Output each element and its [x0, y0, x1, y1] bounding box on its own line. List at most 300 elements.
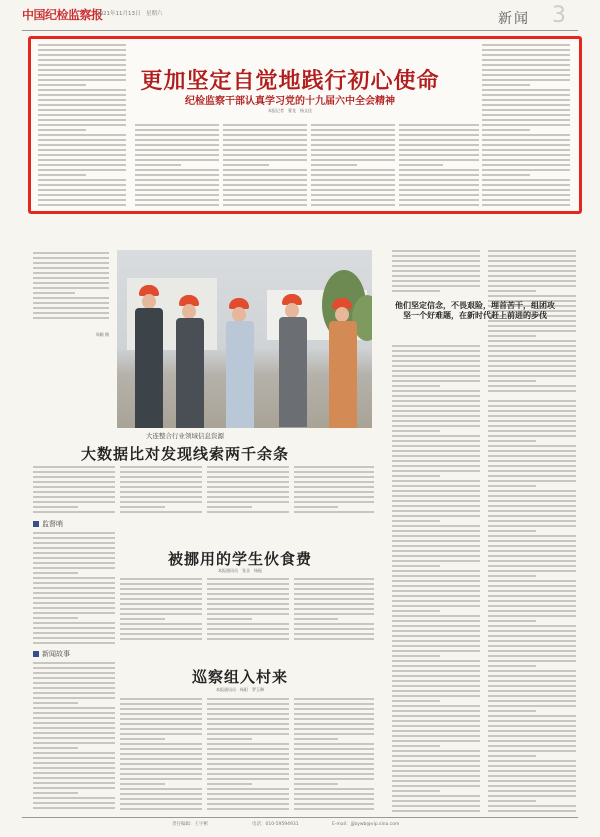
text-line: [392, 420, 480, 422]
text-line: [33, 312, 109, 314]
text-line: [294, 773, 374, 775]
text-line: [488, 365, 576, 367]
text-line: [399, 124, 479, 126]
text-line: [488, 335, 536, 337]
text-line: [38, 79, 126, 81]
text-line: [33, 542, 115, 544]
text-line: [392, 265, 480, 267]
text-line: [392, 615, 480, 617]
text-line: [223, 154, 307, 156]
text-line: [392, 645, 480, 647]
big-data-column-3: [207, 466, 289, 516]
text-line: [207, 633, 289, 635]
text-line: [392, 445, 480, 447]
text-line: [207, 511, 289, 513]
text-line: [207, 598, 289, 600]
text-line: [488, 610, 576, 612]
text-line: [33, 272, 109, 274]
text-line: [33, 617, 78, 619]
text-line: [33, 772, 115, 774]
text-line: [38, 169, 126, 171]
text-line: [33, 572, 78, 574]
text-line: [120, 713, 202, 715]
text-line: [38, 199, 126, 201]
text-line: [33, 607, 115, 609]
text-line: [392, 275, 480, 277]
section-tag-supervision: 监督哨: [33, 519, 63, 529]
text-line: [488, 270, 576, 272]
text-line: [33, 672, 115, 674]
text-line: [392, 460, 480, 462]
text-line: [488, 715, 576, 717]
text-line: [223, 189, 307, 191]
text-line: [488, 595, 576, 597]
text-line: [33, 692, 115, 694]
text-line: [294, 511, 374, 513]
text-line: [488, 530, 536, 532]
text-line: [488, 465, 576, 467]
text-line: [207, 628, 289, 630]
text-line: [488, 370, 576, 372]
text-line: [294, 466, 374, 468]
text-line: [399, 154, 479, 156]
text-line: [33, 632, 115, 634]
text-line: [311, 169, 395, 171]
text-line: [135, 124, 219, 126]
text-line: [207, 728, 289, 730]
text-line: [392, 695, 480, 697]
text-line: [33, 667, 115, 669]
text-line: [482, 139, 570, 141]
text-line: [488, 435, 576, 437]
text-line: [488, 455, 576, 457]
text-line: [207, 593, 289, 595]
text-line: [207, 773, 289, 775]
text-line: [38, 64, 126, 66]
text-line: [135, 154, 219, 156]
text-line: [120, 628, 202, 630]
text-line: [482, 69, 570, 71]
text-line: [392, 390, 480, 392]
text-line: [488, 725, 576, 727]
text-line: [488, 580, 576, 582]
text-line: [482, 64, 570, 66]
text-line: [392, 520, 440, 522]
text-line: [311, 179, 395, 181]
text-line: [392, 565, 440, 567]
text-line: [207, 466, 289, 468]
text-line: [392, 735, 480, 737]
text-line: [488, 735, 576, 737]
text-line: [223, 179, 307, 181]
text-line: [38, 84, 86, 86]
text-line: [311, 204, 395, 206]
text-line: [120, 511, 202, 513]
footer-email[interactable]: E-mail：jjjbywb@vip.sina.com: [332, 822, 400, 827]
text-line: [38, 164, 126, 166]
text-line: [294, 476, 374, 478]
text-line: [207, 501, 289, 503]
text-line: [120, 618, 165, 620]
text-line: [392, 455, 480, 457]
text-line: [482, 104, 570, 106]
text-line: [33, 787, 115, 789]
text-line: [207, 613, 289, 615]
text-line: [488, 260, 576, 262]
text-line: [392, 805, 480, 807]
text-line: [488, 615, 576, 617]
text-line: [33, 582, 115, 584]
text-line: [294, 496, 374, 498]
text-line: [207, 788, 289, 790]
text-line: [294, 708, 374, 710]
text-line: [392, 505, 480, 507]
text-line: [488, 380, 536, 382]
text-line: [120, 588, 202, 590]
text-line: [223, 204, 307, 206]
text-line: [33, 481, 115, 483]
text-line: [488, 755, 536, 757]
text-line: [120, 753, 202, 755]
text-line: [392, 360, 480, 362]
text-line: [488, 415, 576, 417]
text-line: [33, 506, 78, 508]
text-line: [33, 602, 115, 604]
text-line: [207, 753, 289, 755]
text-line: [207, 608, 289, 610]
text-line: [488, 700, 576, 702]
text-line: [33, 767, 115, 769]
text-line: [488, 445, 576, 447]
text-line: [392, 585, 480, 587]
text-line: [399, 139, 479, 141]
text-line: [488, 810, 576, 812]
text-line: [482, 164, 570, 166]
text-line: [488, 265, 576, 267]
text-line: [207, 713, 289, 715]
village-column-4: [294, 698, 374, 813]
text-line: [294, 793, 374, 795]
text-line: [482, 154, 570, 156]
text-line: [207, 623, 289, 625]
text-line: [207, 603, 289, 605]
text-line: [488, 730, 576, 732]
text-line: [392, 810, 480, 812]
text-line: [294, 633, 374, 635]
text-line: [488, 775, 576, 777]
text-line: [294, 471, 374, 473]
text-line: [488, 745, 576, 747]
text-line: [135, 139, 219, 141]
text-line: [120, 593, 202, 595]
text-line: [33, 612, 115, 614]
text-line: [207, 708, 289, 710]
text-line: [482, 99, 570, 101]
text-line: [294, 808, 374, 810]
text-line: [294, 703, 374, 705]
text-line: [392, 510, 480, 512]
text-line: [488, 565, 576, 567]
text-line: [488, 705, 576, 707]
text-line: [294, 486, 374, 488]
text-line: [488, 575, 536, 577]
text-line: [482, 94, 570, 96]
page-number: 3: [552, 3, 566, 28]
text-line: [120, 728, 202, 730]
text-line: [33, 702, 78, 704]
text-line: [294, 798, 374, 800]
text-line: [120, 798, 202, 800]
text-line: [33, 697, 115, 699]
text-line: [38, 134, 126, 136]
text-line: [207, 718, 289, 720]
text-line: [223, 139, 307, 141]
text-line: [223, 134, 307, 136]
text-line: [120, 578, 202, 580]
text-line: [135, 159, 219, 161]
text-line: [120, 638, 202, 640]
text-line: [488, 675, 576, 677]
text-line: [33, 737, 115, 739]
text-line: [294, 768, 374, 770]
text-line: [33, 307, 109, 309]
text-line: [488, 670, 576, 672]
text-line: [392, 600, 480, 602]
text-line: [392, 625, 480, 627]
text-line: [223, 199, 307, 201]
text-line: [392, 495, 480, 497]
text-line: [33, 287, 109, 289]
village-byline: 本报通讯员 杨阳 罗玉琳: [216, 687, 264, 692]
text-line: [207, 783, 252, 785]
text-line: [488, 250, 576, 252]
text-line: [33, 537, 115, 539]
text-line: [311, 139, 395, 141]
text-line: [33, 757, 115, 759]
news-photo: [117, 250, 372, 428]
text-line: [294, 718, 374, 720]
text-line: [38, 124, 126, 126]
text-line: [38, 89, 126, 91]
text-line: [135, 179, 219, 181]
text-line: [120, 623, 202, 625]
text-line: [392, 580, 480, 582]
text-line: [135, 129, 219, 131]
text-line: [392, 680, 480, 682]
text-line: [294, 738, 338, 740]
text-line: [294, 608, 374, 610]
text-line: [399, 164, 443, 166]
text-line: [38, 99, 126, 101]
text-line: [488, 625, 576, 627]
text-line: [482, 89, 570, 91]
text-line: [223, 124, 307, 126]
text-line: [488, 540, 576, 542]
text-line: [488, 790, 576, 792]
text-line: [392, 650, 480, 652]
photo-caption-box: [33, 252, 109, 338]
text-line: [311, 184, 395, 186]
text-line: [207, 588, 289, 590]
text-line: [488, 330, 576, 332]
text-line: [33, 717, 115, 719]
text-line: [392, 665, 480, 667]
text-line: [311, 194, 395, 196]
text-line: [392, 765, 480, 767]
lead-subheadline: 纪检监察干部认真学习党的十九届六中全会精神: [185, 96, 395, 107]
text-line: [488, 295, 576, 297]
text-line: [120, 733, 202, 735]
text-line: [392, 635, 480, 637]
text-line: [392, 590, 480, 592]
text-line: [392, 410, 480, 412]
text-line: [392, 475, 440, 477]
text-line: [294, 733, 374, 735]
text-line: [392, 400, 480, 402]
text-line: [488, 800, 536, 802]
text-line: [120, 768, 202, 770]
text-line: [392, 595, 480, 597]
text-line: [488, 545, 576, 547]
text-line: [33, 752, 115, 754]
lead-column-6: [399, 124, 479, 209]
text-line: [399, 189, 479, 191]
text-line: [294, 713, 374, 715]
text-line: [38, 59, 126, 61]
text-line: [392, 345, 480, 347]
text-line: [38, 139, 126, 141]
text-line: [488, 655, 576, 657]
text-line: [120, 758, 202, 760]
text-line: [392, 395, 480, 397]
text-line: [33, 552, 115, 554]
text-line: [488, 650, 576, 652]
text-line: [120, 486, 202, 488]
text-line: [33, 707, 115, 709]
text-line: [38, 114, 126, 116]
text-line: [399, 134, 479, 136]
text-line: [311, 144, 395, 146]
text-line: [488, 770, 576, 772]
text-line: [392, 470, 480, 472]
text-line: [392, 775, 480, 777]
text-line: [482, 79, 570, 81]
text-line: [482, 129, 530, 131]
text-line: [33, 712, 115, 714]
text-line: [33, 792, 78, 794]
text-line: [38, 119, 126, 121]
text-line: [392, 370, 480, 372]
text-line: [135, 164, 181, 166]
text-line: [482, 84, 530, 86]
text-line: [135, 184, 219, 186]
text-line: [488, 360, 576, 362]
text-line: [207, 758, 289, 760]
text-line: [120, 603, 202, 605]
text-line: [392, 515, 480, 517]
text-line: [488, 285, 576, 287]
text-line: [488, 560, 576, 562]
text-line: [392, 500, 480, 502]
lead-column-5: [311, 124, 395, 209]
text-line: [392, 730, 480, 732]
text-line: [482, 109, 570, 111]
text-line: [392, 385, 440, 387]
text-line: [392, 690, 480, 692]
text-line: [120, 608, 202, 610]
text-line: [207, 486, 289, 488]
text-line: [120, 583, 202, 585]
text-line: [392, 440, 480, 442]
text-line: [392, 620, 480, 622]
text-line: [120, 738, 165, 740]
text-line: [482, 199, 570, 201]
text-line: [392, 465, 480, 467]
lunch-column-3: [207, 578, 289, 643]
text-line: [207, 743, 289, 745]
text-line: [488, 795, 576, 797]
text-line: [488, 290, 536, 292]
text-line: [399, 184, 479, 186]
text-line: [223, 144, 307, 146]
text-line: [488, 275, 576, 277]
text-line: [294, 613, 374, 615]
text-line: [294, 618, 338, 620]
text-line: [482, 124, 570, 126]
text-line: [38, 109, 126, 111]
masthead-divider: [22, 30, 578, 31]
text-line: [207, 476, 289, 478]
text-line: [488, 385, 576, 387]
text-line: [38, 189, 126, 191]
lunch-column-1: [33, 532, 115, 647]
text-line: [207, 798, 289, 800]
text-line: [392, 795, 480, 797]
text-line: [33, 496, 115, 498]
footer-phone: 电话：010-59594931: [252, 822, 299, 827]
text-line: [120, 476, 202, 478]
text-line: [120, 598, 202, 600]
text-line: [488, 550, 576, 552]
text-line: [207, 618, 252, 620]
text-line: [392, 655, 440, 657]
text-line: [399, 169, 479, 171]
text-line: [488, 720, 576, 722]
text-line: [392, 750, 480, 752]
text-line: [33, 627, 115, 629]
text-line: [488, 535, 576, 537]
text-line: [392, 280, 480, 282]
text-line: [399, 204, 479, 206]
text-line: [488, 600, 576, 602]
text-line: [488, 440, 536, 442]
village-column-1: [33, 662, 115, 812]
text-line: [294, 758, 374, 760]
text-line: [488, 640, 576, 642]
text-line: [392, 485, 480, 487]
text-line: [294, 638, 374, 640]
text-line: [488, 710, 536, 712]
right-column-headline: 他们坚定信念，不畏艰险，埋首苦干，组团攻坚一个好难题，在新时代赶上前进的步伐: [395, 300, 555, 320]
text-line: [294, 783, 338, 785]
text-line: [33, 662, 115, 664]
photo-caption-lines: [33, 252, 109, 322]
text-line: [488, 325, 576, 327]
text-line: [33, 511, 115, 513]
lead-column-2: [482, 44, 570, 209]
text-line: [392, 270, 480, 272]
text-line: [33, 297, 109, 299]
